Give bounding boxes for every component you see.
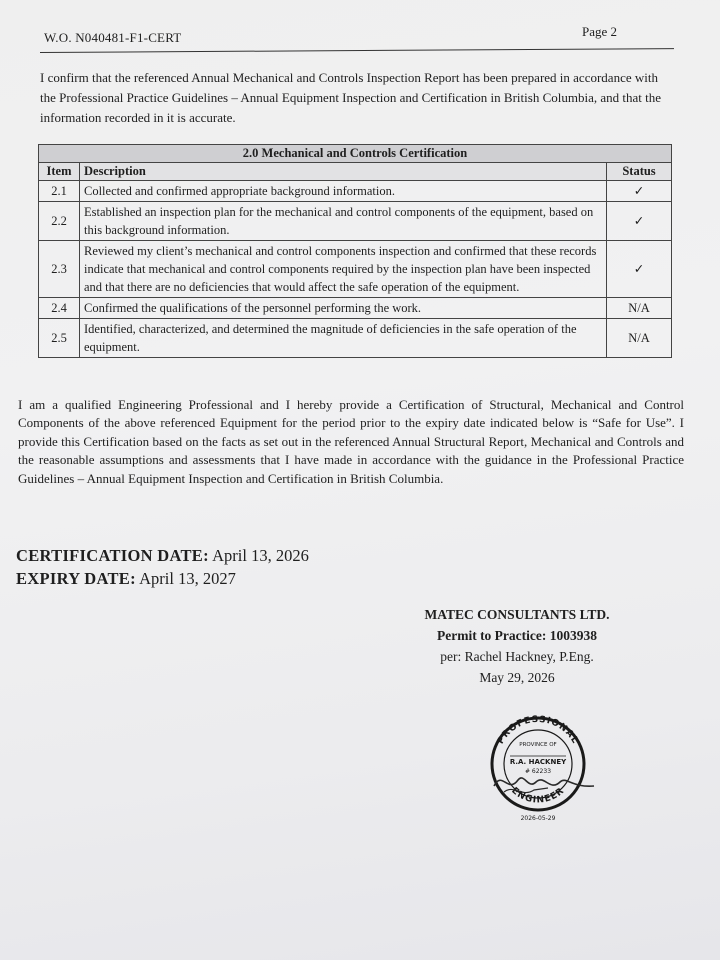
seal-top-text: PROFESSIONAL	[495, 714, 581, 747]
certification-date-label: CERTIFICATION DATE:	[16, 546, 209, 565]
header-description: Description	[80, 163, 607, 181]
row-status: N/A	[607, 298, 672, 319]
company-name: MATEC CONSULTANTS LTD.	[424, 607, 610, 622]
table-row	[39, 181, 672, 202]
table-row	[39, 298, 672, 319]
dates-block	[16, 544, 309, 590]
certification-statement: I am a qualified Engineering Professional and I hereby provide a Certification of Structural, Mechanical and Control Components of the above referenced Equipment for the period prior to the expiry date indicated below is “Safe for Use”. I provide this Certification based on the facts as set out in the referenced Annual Structural Report, Mechanical and Controls and the reasonable assumptions and assessments that I have made in accordance with the guidance in the Professional Practice Guidelines – Annual Equipment Inspection and Certification in British Columbia.	[18, 397, 684, 486]
row-item: 2.3	[39, 241, 80, 298]
signoff-date: May 29, 2026	[479, 670, 555, 685]
row-status: ✓	[607, 202, 672, 241]
certification-date-line	[16, 544, 309, 567]
row-status: ✓	[607, 181, 672, 202]
row-item: 2.4	[39, 298, 80, 319]
work-order-number: W.O. N040481-F1-CERT	[44, 30, 182, 45]
row-item: 2.1	[39, 181, 80, 202]
table-header-row	[39, 163, 672, 181]
row-description: Confirmed the qualifications of the personnel performing the work.	[80, 298, 607, 319]
row-description: Reviewed my client’s mechanical and control components inspection and confirmed that these records indicate that mechanical and control components required by the inspection plan have been inspected and that there are no deficiencies that would affect the safe operation of the equipment.	[80, 241, 607, 298]
table-row	[39, 241, 672, 298]
seal-number: # 62233	[524, 768, 552, 775]
signoff-block	[412, 604, 622, 688]
expiry-date-label: EXPIRY DATE:	[16, 569, 136, 588]
table-row	[39, 202, 672, 241]
seal-bottom-text: ENGINEER	[509, 785, 567, 806]
row-description: Established an inspection plan for the mechanical and control components of the equipment, based on this background information.	[80, 202, 607, 241]
header-status: Status	[607, 163, 672, 181]
intro-paragraph: I confirm that the referenced Annual Mechanical and Controls Inspection Report has been prepared in accordance with the Professional Practice Guidelines – Annual Equipment Inspection and Certification in British Columbia, and that the information recorded in it is accurate.	[40, 70, 661, 125]
engineer-seal-icon	[474, 712, 604, 824]
row-item: 2.2	[39, 202, 80, 241]
seal-date: 2026-05-29	[520, 815, 556, 822]
row-description: Identified, characterized, and determined the magnitude of deficiencies in the safe operation of the equipment.	[80, 319, 607, 358]
expiry-date-value: April 13, 2027	[139, 569, 236, 588]
seal-province: PROVINCE OF	[519, 742, 557, 748]
row-status: ✓	[607, 241, 672, 298]
certification-date-value: April 13, 2026	[212, 546, 309, 565]
header-divider	[40, 48, 674, 53]
table-title: 2.0 Mechanical and Controls Certification	[39, 145, 672, 163]
expiry-date-line	[16, 567, 309, 590]
row-item: 2.5	[39, 319, 80, 358]
row-description: Collected and confirmed appropriate background information.	[80, 181, 607, 202]
header-item: Item	[39, 163, 80, 181]
row-status: N/A	[607, 319, 672, 358]
permit-number: Permit to Practice: 1003938	[436, 628, 598, 643]
table-title-row	[39, 145, 672, 163]
certification-table	[38, 144, 672, 358]
signatory: per: Rachel Hackney, P.Eng.	[440, 649, 594, 664]
seal-name: R.A. HACKNEY	[509, 758, 567, 766]
table-row	[39, 319, 672, 358]
page-number: Page 2	[582, 24, 618, 39]
